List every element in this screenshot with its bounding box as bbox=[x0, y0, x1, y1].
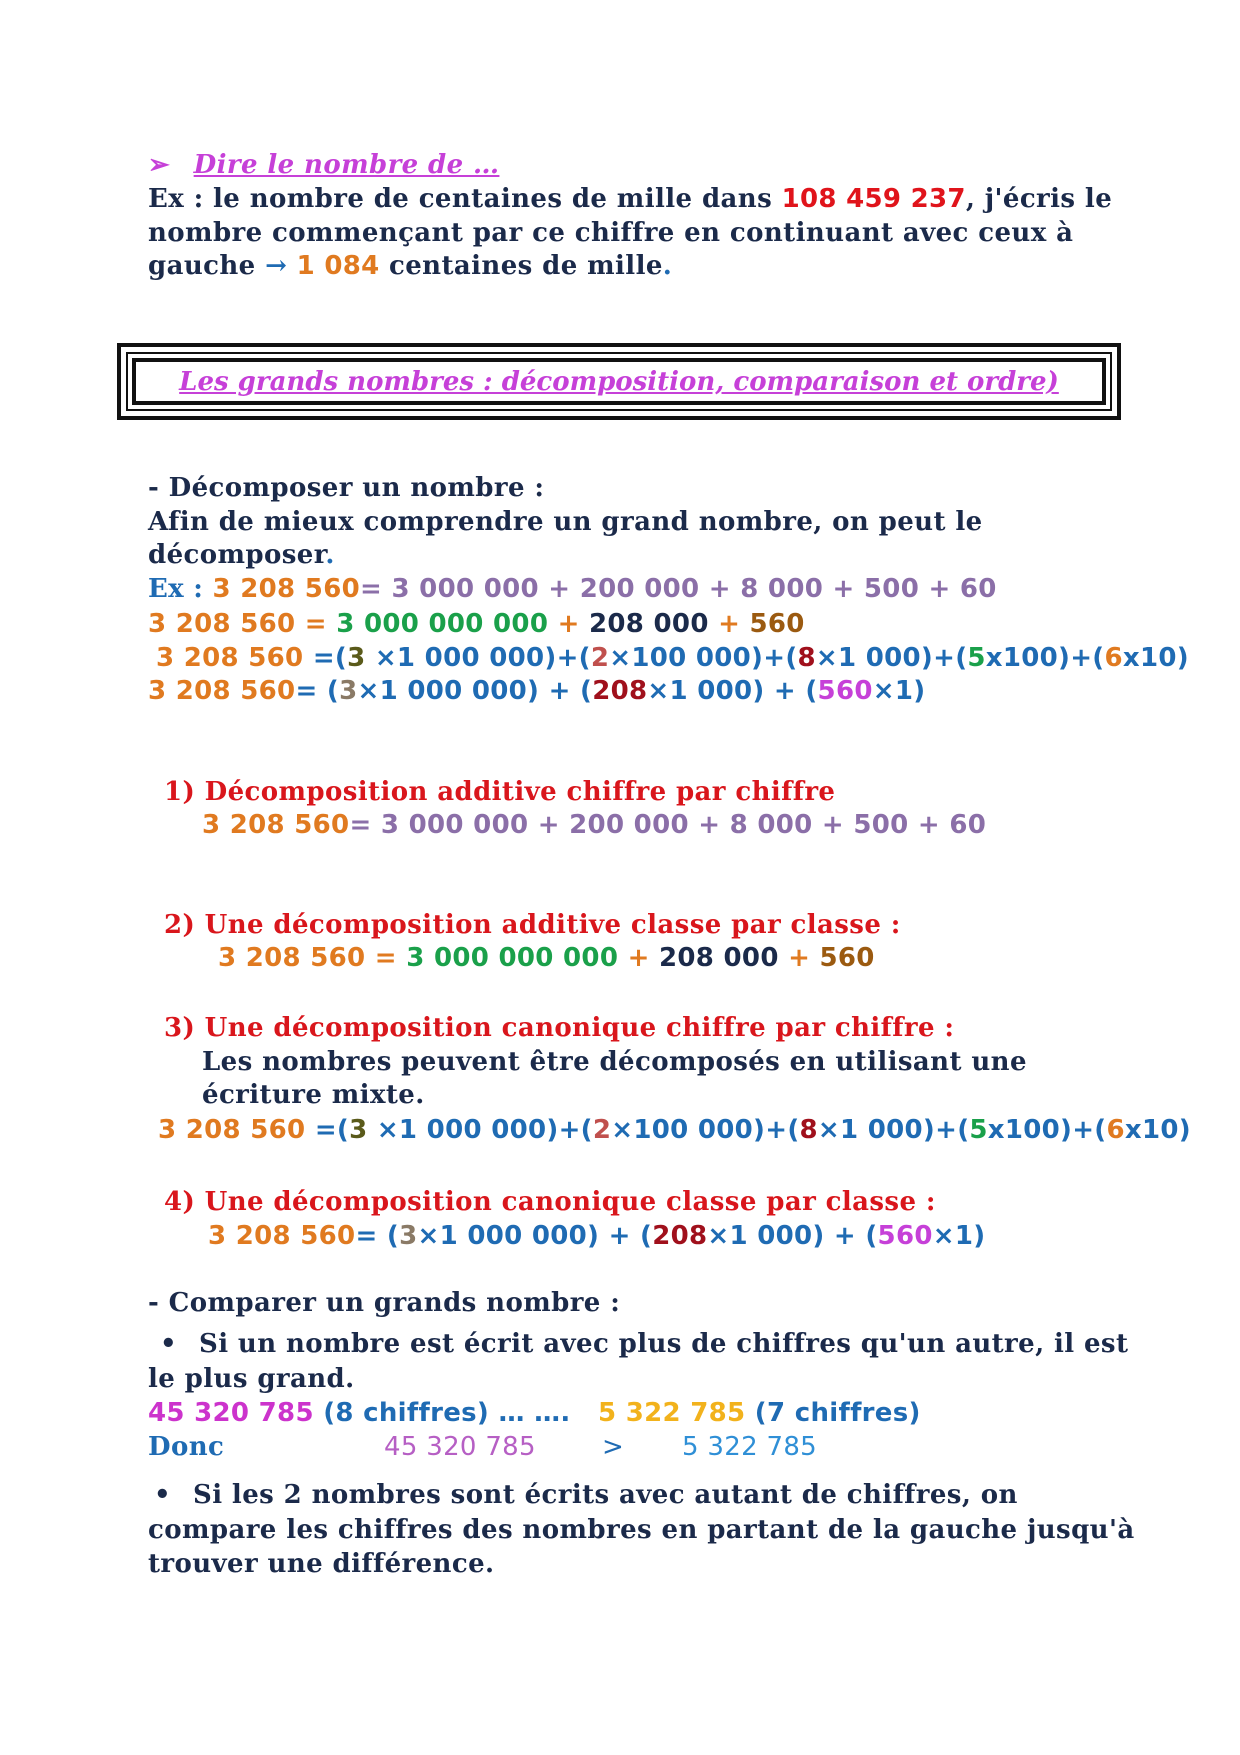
text: )+( bbox=[751, 643, 798, 673]
text: )+( bbox=[922, 1115, 970, 1145]
text: + bbox=[919, 574, 960, 604]
term: 8 000 bbox=[740, 574, 824, 604]
compare-example-line-b bbox=[598, 1397, 921, 1429]
number: 45 320 785 bbox=[148, 1398, 314, 1428]
section1-line1 bbox=[148, 183, 1112, 215]
text: ×1 000 000 bbox=[357, 676, 528, 706]
digit: 5 bbox=[969, 1115, 988, 1145]
text: . bbox=[325, 540, 335, 570]
text: + bbox=[812, 810, 854, 840]
number: 3 208 560 bbox=[212, 574, 360, 604]
banner-title: Les grands nombres : décomposition, comparaison et ordre) bbox=[179, 367, 1059, 397]
digit: 2 bbox=[590, 643, 610, 673]
text: décomposer bbox=[148, 540, 326, 570]
example-line-canonical-class bbox=[148, 675, 925, 707]
text: + bbox=[618, 943, 660, 973]
text: Si un nombre est écrit avec plus de chiffres qu'un autre, il est bbox=[199, 1329, 1129, 1359]
digit: 2 bbox=[592, 1115, 612, 1145]
text: )+( bbox=[1060, 1115, 1107, 1145]
text: Si les 2 nombres sont écrits avec autant de chiffres, on bbox=[193, 1480, 1018, 1510]
term: 60 bbox=[959, 574, 997, 604]
decompose-intro1: Afin de mieux comprendre un grand nombre, on peut le bbox=[148, 507, 983, 537]
example-line-additive bbox=[148, 573, 997, 605]
text: . bbox=[662, 251, 673, 281]
text: ×1 000 bbox=[817, 1115, 923, 1145]
text: x10 bbox=[1122, 643, 1177, 673]
text: = bbox=[355, 1221, 378, 1251]
text: ) bbox=[973, 1221, 986, 1251]
term: 560 bbox=[877, 1221, 933, 1251]
term: 560 bbox=[817, 676, 873, 706]
text: ×1 bbox=[872, 676, 914, 706]
donc-n2: 5 322 785 bbox=[682, 1432, 818, 1462]
decompose-intro2 bbox=[148, 539, 335, 571]
text: + bbox=[688, 810, 730, 840]
arrow-icon: → bbox=[265, 251, 288, 281]
decompose-heading: - Décomposer un nombre : bbox=[148, 473, 545, 503]
donc-n1: 45 320 785 bbox=[384, 1432, 536, 1462]
number: 3 208 560 bbox=[208, 1221, 356, 1251]
item1-heading: 1) Décomposition additive chiffre par chiffre bbox=[164, 777, 836, 807]
text: + bbox=[823, 574, 864, 604]
text: ) bbox=[913, 676, 926, 706]
text: ×1 bbox=[932, 1221, 974, 1251]
number: 3 208 560 bbox=[148, 609, 296, 639]
text: ) + ( bbox=[527, 676, 593, 706]
item3-text1: Les nombres peuvent être décomposés en utilisant une bbox=[202, 1047, 1027, 1077]
text: + bbox=[528, 810, 570, 840]
compare-rule2-line2: compare les chiffres des nombres en partant de la gauche jusqu'à bbox=[148, 1515, 1135, 1545]
text: ) + ( bbox=[812, 1221, 878, 1251]
text: (7 chiffres) bbox=[745, 1398, 921, 1428]
text: ×100 000 bbox=[609, 643, 752, 673]
compare-rule2-line1 bbox=[154, 1479, 1018, 1511]
digit: 3 bbox=[339, 676, 358, 706]
donc-label: Donc bbox=[148, 1432, 225, 1462]
number: 3 208 560 bbox=[156, 643, 304, 673]
arrow-bullet-icon: ➢ bbox=[148, 150, 171, 180]
text: + bbox=[538, 574, 580, 604]
term: 8 000 bbox=[729, 810, 813, 840]
number: 3 208 560 bbox=[202, 810, 350, 840]
text: ×1 000 bbox=[707, 1221, 813, 1251]
text: = bbox=[365, 943, 407, 973]
text: )+( bbox=[920, 643, 968, 673]
text: )+( bbox=[753, 1115, 800, 1145]
digit: 6 bbox=[1106, 1115, 1125, 1145]
text: + bbox=[708, 609, 750, 639]
text: ) bbox=[1178, 1115, 1191, 1145]
text: ×1 000 000 bbox=[417, 1221, 588, 1251]
term: 3 000 000 bbox=[391, 574, 539, 604]
text: = bbox=[295, 676, 318, 706]
text: ) + ( bbox=[752, 676, 818, 706]
term: 208 bbox=[592, 676, 648, 706]
text: + bbox=[778, 943, 820, 973]
number: 3 208 560 bbox=[148, 676, 296, 706]
term: 60 bbox=[949, 810, 987, 840]
section1-line3 bbox=[148, 250, 672, 282]
number: 1 084 bbox=[287, 251, 380, 281]
number: 5 322 785 bbox=[598, 1398, 746, 1428]
text: = bbox=[349, 810, 372, 840]
item4-heading: 4) Une décomposition canonique classe par classe : bbox=[164, 1187, 936, 1217]
section1-line2: nombre commençant par ce chiffre en continuant avec ceux à bbox=[148, 218, 1074, 248]
ex-label: Ex : bbox=[148, 574, 213, 604]
text: ×1 000 000 bbox=[365, 643, 545, 673]
digit: 6 bbox=[1104, 643, 1123, 673]
term: 208 000 bbox=[589, 609, 709, 639]
digit: 3 bbox=[349, 1115, 368, 1145]
number: 108 459 237 bbox=[781, 184, 966, 214]
text: )+( bbox=[1058, 643, 1105, 673]
compare-example-line bbox=[148, 1397, 571, 1429]
text: ×1 000 bbox=[815, 643, 921, 673]
text: )+( bbox=[544, 643, 591, 673]
term: 200 000 bbox=[569, 810, 689, 840]
digit: 8 bbox=[799, 1115, 818, 1145]
text: = bbox=[312, 643, 335, 673]
term: 3 000 000 000 bbox=[406, 943, 619, 973]
text: ( bbox=[386, 1221, 400, 1251]
digit: 5 bbox=[967, 643, 986, 673]
digit: 3 bbox=[347, 643, 366, 673]
term: 3 000 000 bbox=[380, 810, 529, 840]
text: ) bbox=[1176, 643, 1189, 673]
text: + bbox=[908, 810, 950, 840]
text: ( bbox=[334, 643, 348, 673]
compare-rule1-line1 bbox=[160, 1328, 1128, 1360]
example-line-class bbox=[148, 608, 805, 640]
text: , j'écris le bbox=[965, 184, 1113, 214]
text: x100 bbox=[987, 1115, 1061, 1145]
text: gauche bbox=[148, 251, 266, 281]
bullet-icon: • bbox=[154, 1480, 172, 1510]
section1-heading: Dire le nombre de … bbox=[193, 150, 500, 180]
section1-heading-line bbox=[148, 149, 499, 181]
bullet-icon: • bbox=[160, 1329, 178, 1359]
item2-example bbox=[218, 942, 875, 974]
compare-rule1-line2: le plus grand. bbox=[148, 1364, 355, 1394]
term: 208 bbox=[652, 1221, 708, 1251]
text: + bbox=[548, 609, 590, 639]
text: (8 chiffres) … …. bbox=[313, 1398, 571, 1428]
item2-heading: 2) Une décomposition additive classe par classe : bbox=[164, 910, 901, 940]
title-banner bbox=[117, 343, 1121, 420]
compare-rule2-line3: trouver une différence. bbox=[148, 1549, 495, 1579]
number: 3 208 560 bbox=[218, 943, 366, 973]
text: centaines de mille bbox=[379, 251, 663, 281]
text: x100 bbox=[985, 643, 1059, 673]
donc-gt: > bbox=[602, 1432, 625, 1462]
text: = bbox=[359, 574, 383, 604]
digit: 3 bbox=[399, 1221, 418, 1251]
term: 500 bbox=[863, 574, 920, 604]
term: 200 000 bbox=[579, 574, 700, 604]
text: ( bbox=[336, 1115, 350, 1145]
text: ( bbox=[326, 676, 340, 706]
term: 3 000 000 000 bbox=[336, 609, 549, 639]
term: 560 bbox=[819, 943, 875, 973]
term: 560 bbox=[749, 609, 805, 639]
item3-text2: écriture mixte. bbox=[202, 1080, 425, 1110]
compare-heading: - Comparer un grands nombre : bbox=[148, 1288, 621, 1318]
item3-example bbox=[158, 1114, 1191, 1146]
text: = bbox=[295, 609, 337, 639]
example-line-canonical-digit bbox=[156, 642, 1189, 674]
item3-heading: 3) Une décomposition canonique chiffre par chiffre : bbox=[164, 1013, 955, 1043]
text: )+( bbox=[546, 1115, 593, 1145]
text: ×1 000 000 bbox=[367, 1115, 547, 1145]
item1-example bbox=[202, 809, 986, 841]
text: Ex : le nombre de centaines de mille dans bbox=[148, 184, 782, 214]
text: ×100 000 bbox=[611, 1115, 754, 1145]
term: 208 000 bbox=[659, 943, 779, 973]
text: ) + ( bbox=[587, 1221, 653, 1251]
text: + bbox=[699, 574, 741, 604]
digit: 8 bbox=[797, 643, 816, 673]
text: x10 bbox=[1124, 1115, 1179, 1145]
text: = bbox=[314, 1115, 337, 1145]
text: ×1 000 bbox=[647, 676, 753, 706]
number: 3 208 560 bbox=[158, 1115, 306, 1145]
item4-example bbox=[208, 1220, 985, 1252]
term: 500 bbox=[853, 810, 909, 840]
